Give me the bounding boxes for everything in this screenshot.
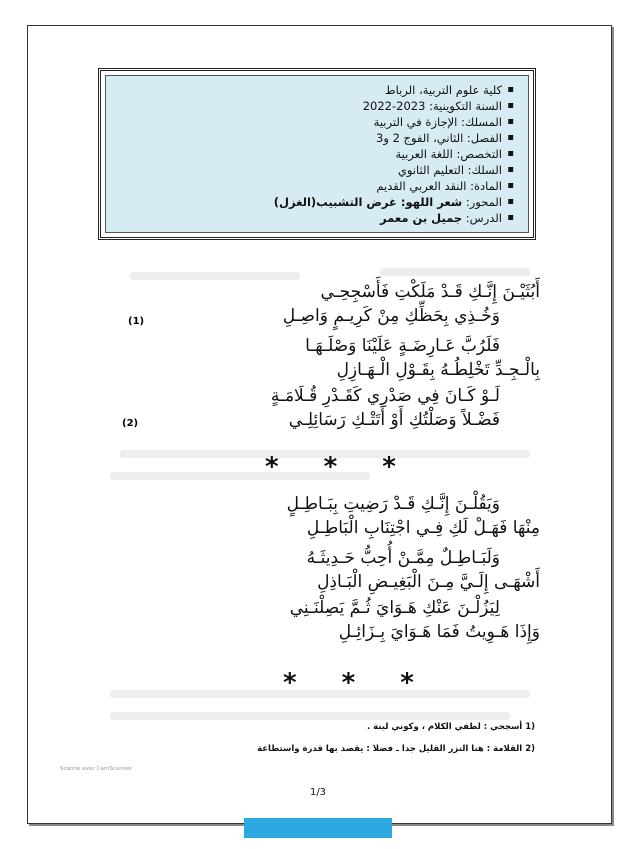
axis-label: المحور: [462, 195, 502, 209]
bleed-through [380, 268, 530, 276]
course-info-list [106, 76, 528, 226]
section-separator: * * * [265, 452, 414, 482]
info-item-faculty: ▪ كلية علوم التربية، الرباط [106, 82, 514, 98]
info-item-semester: ▪ الفصل: الثاني، الفوج 2 و3 [106, 130, 514, 146]
verse-line: فَضْـلاً وَصَلْتُكِ أَوْ أَتَتْـكِ رَسَائِلِـي [288, 410, 500, 430]
verse-line: أَشْهَـى إِلَـيَّ مِـنَ الْبَغِيـضِ الْبَـاذِلِ [317, 572, 540, 592]
lesson-value: جميل بن معمر [380, 211, 463, 225]
bottom-bar [244, 818, 392, 838]
verse-line: لِيَزُلْـنَ عَنْكِ هَـوَايَ ثُـمَّ يَصِلْنَـنِي [289, 598, 500, 618]
verse-line: وَيَقُلْـنَ إِنَّـكِ قَـدْ رَضِيتِ بِبَـاطِـلٍ [286, 494, 500, 514]
scanner-watermark: Scanné avec CamScanner [60, 766, 132, 772]
verse-line: فَلَرُبَّ عَـارِضَـةٍ عَلَيْنَا وَصْلَـهَـا [305, 336, 500, 356]
footnote-marker: (2) [122, 418, 139, 429]
footnote-marker: (1) [128, 316, 145, 327]
footnote-2: (2 القلامة : هنا النزر القليل جدا ـ فضلا : يقصد بها قدرة واستطاعة [257, 744, 535, 754]
info-item-specialty: ▪ التخصص: اللغة العربية [106, 146, 514, 162]
axis-value: شعر اللهو: غرض التشبيب(الغزل) [273, 195, 463, 209]
footnote-1: (1 أسجحي : لطفي الكلام ، وكوني لينة . [366, 722, 535, 732]
verse-line: بِالْـجِـدِّ تَخْلِطُـهُ بِقَـوْلِ الْـهَـازِلِ [336, 360, 540, 380]
bleed-through [130, 272, 300, 280]
verse-line: مِنْهَا فَهَـلْ لَكِ فِـي اجْتِنَابِ الْبَاطِـلِ [306, 518, 540, 538]
info-item-lesson [106, 210, 514, 226]
info-item-cycle: ▪ السلك: التعليم الثانوي [106, 162, 514, 178]
course-info-box [98, 68, 536, 240]
verse-line: وَإِذَا هَـوِيتُ فَمَا هَـوَايَ بِـزَائِـلِ [338, 622, 540, 642]
course-info-panel [105, 75, 529, 233]
poem-part-one [100, 280, 540, 430]
info-item-subject: ▪ المادة: النقد العربي القديم [106, 178, 514, 194]
page-number: 1/3 [309, 787, 327, 798]
bleed-through [110, 712, 510, 720]
verse-line: لَـوْ كَـانَ فِي صَدْرِي كَقَـدْرِ قُـلَامَـةٍ [270, 386, 500, 406]
verse-line: أَبُثَيْـنَ إِنَّـكِ قَـدْ مَلَكْتِ فَأَسْجِحِـي [320, 282, 540, 302]
footnotes [200, 722, 535, 762]
lesson-label: الدرس: [462, 211, 502, 225]
poem-part-two [100, 492, 540, 642]
verse-line: وَخُـذِي بِحَظِّكِ مِنْ كَرِيـمٍ وَاصِـلِ [282, 306, 500, 326]
verse-line: وَلَبَـاطِـلٌ مِمَّـنْ أُحِبُّ حَـدِيثَـهُ [306, 548, 500, 568]
info-item-track: ▪ المسلك: الإجازة في التربية [106, 114, 514, 130]
info-item-year: ▪ السنة التكوينية: 2023-2022 [106, 98, 514, 114]
info-item-axis [106, 194, 514, 210]
section-separator: * * * [283, 668, 432, 698]
